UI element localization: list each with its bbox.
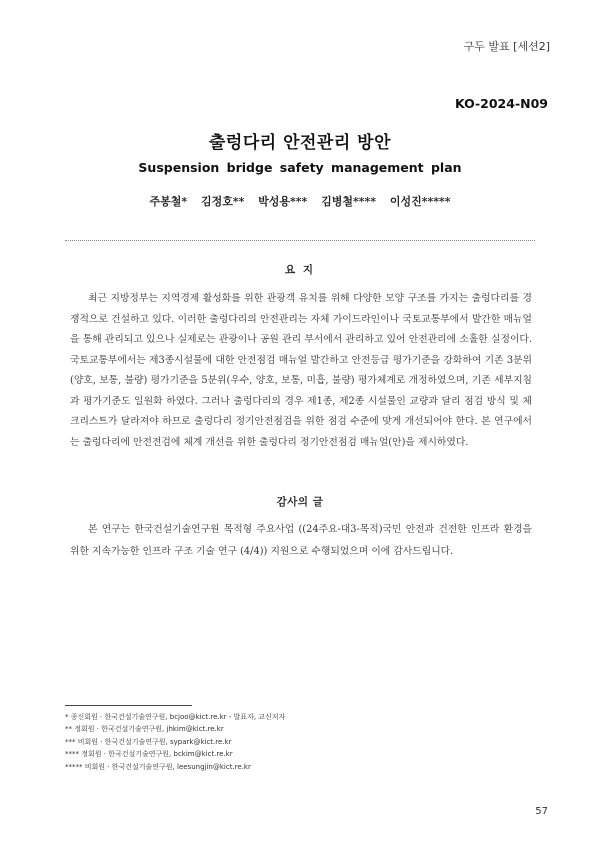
abstract-heading: 요 지 — [285, 264, 315, 276]
title-korean: 출렁다리 안전관리 방안 — [208, 133, 392, 153]
session-tag: 구두 발표 [세션2] — [463, 40, 550, 53]
paper-code: KO-2024-N09 — [454, 96, 548, 111]
title-english: Suspension bridge safety management plan — [138, 160, 462, 175]
author: 주봉철* — [149, 195, 188, 208]
author: 김병철**** — [321, 195, 377, 208]
author: 김정호** — [200, 195, 245, 208]
acknowledgement-body: 본 연구는 한국건설기술연구원 목적형 주요사업 ((24주요-대3-목적)국민 안전과 건전한 인프라 환경을 위한 지속가능한 인프라 구조 기술 연구 (4/4)) 지원으로 수행되었으며 이에 감사드립니다. — [70, 524, 532, 557]
footnote: **** 정회원 · 한국건설기술연구원, bckim@kict.re.kr — [65, 750, 233, 759]
footnote: *** 비회원 · 한국건설기술연구원, sypark@kict.re.kr — [65, 737, 232, 746]
footnote-rule — [65, 705, 192, 706]
author-list — [0, 193, 600, 209]
footnote: ***** 비회원 · 한국건설기술연구원, leesungjin@kict.re.kr — [65, 762, 251, 771]
page-number: 57 — [535, 806, 548, 817]
author: 이성진***** — [389, 195, 451, 208]
footnote: * 종신회원 · 한국건설기술연구원, bcjoo@kict.re.kr - 발표자, 교신저자 — [65, 713, 286, 721]
abstract-body: 최근 지방정부는 지역경제 활성화를 위한 관광객 유치를 위해 다양한 모양 구조를 가지는 출렁다리를 경쟁적으로 건설하고 있다. 이러한 출렁다리의 안전관리는 자체 가이드라인이나 국토교통부에서 발간한 매뉴얼을 통해 관리되고 있으나 실제로는 관광이나 공원 관리 부서에서 관리하고 있어 안전관리에 소홀한 실정이다. 국토교통부에서는 제3종시설물에 대한 안전점검 매뉴얼 발간하고 안전등급 평가기준을 강화하여 기존 3분위(양호, 보통, 불량) 평가기준을 5분위(우수, 양호, 보통, 미흡, 불량) 평가체계로 개정하였으며, 기존 세부지침과 평가기준도 일원화 하였다. 그러나 출렁다리의 경우 제1종, 제2종 시설물인 교량과 달리 점검 방식 및 체크리스트가 달라져야 하므로 출렁다리 정기안전점검을 위한 점검 수준에 맞게 개선되어야 한다. 본 연구에서는 출렁다리에 안전전검에 체계 개선을 위한 출렁다리 정기안전점검 매뉴얼(안)을 제시하였다. — [70, 293, 532, 448]
author: 박성용*** — [258, 195, 308, 208]
footnote: ** 정회원 · 한국건설기술연구원, jhkim@kict.re.kr — [65, 725, 224, 734]
footnotes — [65, 711, 535, 773]
acknowledgement-heading: 감사의 글 — [276, 496, 324, 508]
dotted-divider — [65, 240, 535, 241]
